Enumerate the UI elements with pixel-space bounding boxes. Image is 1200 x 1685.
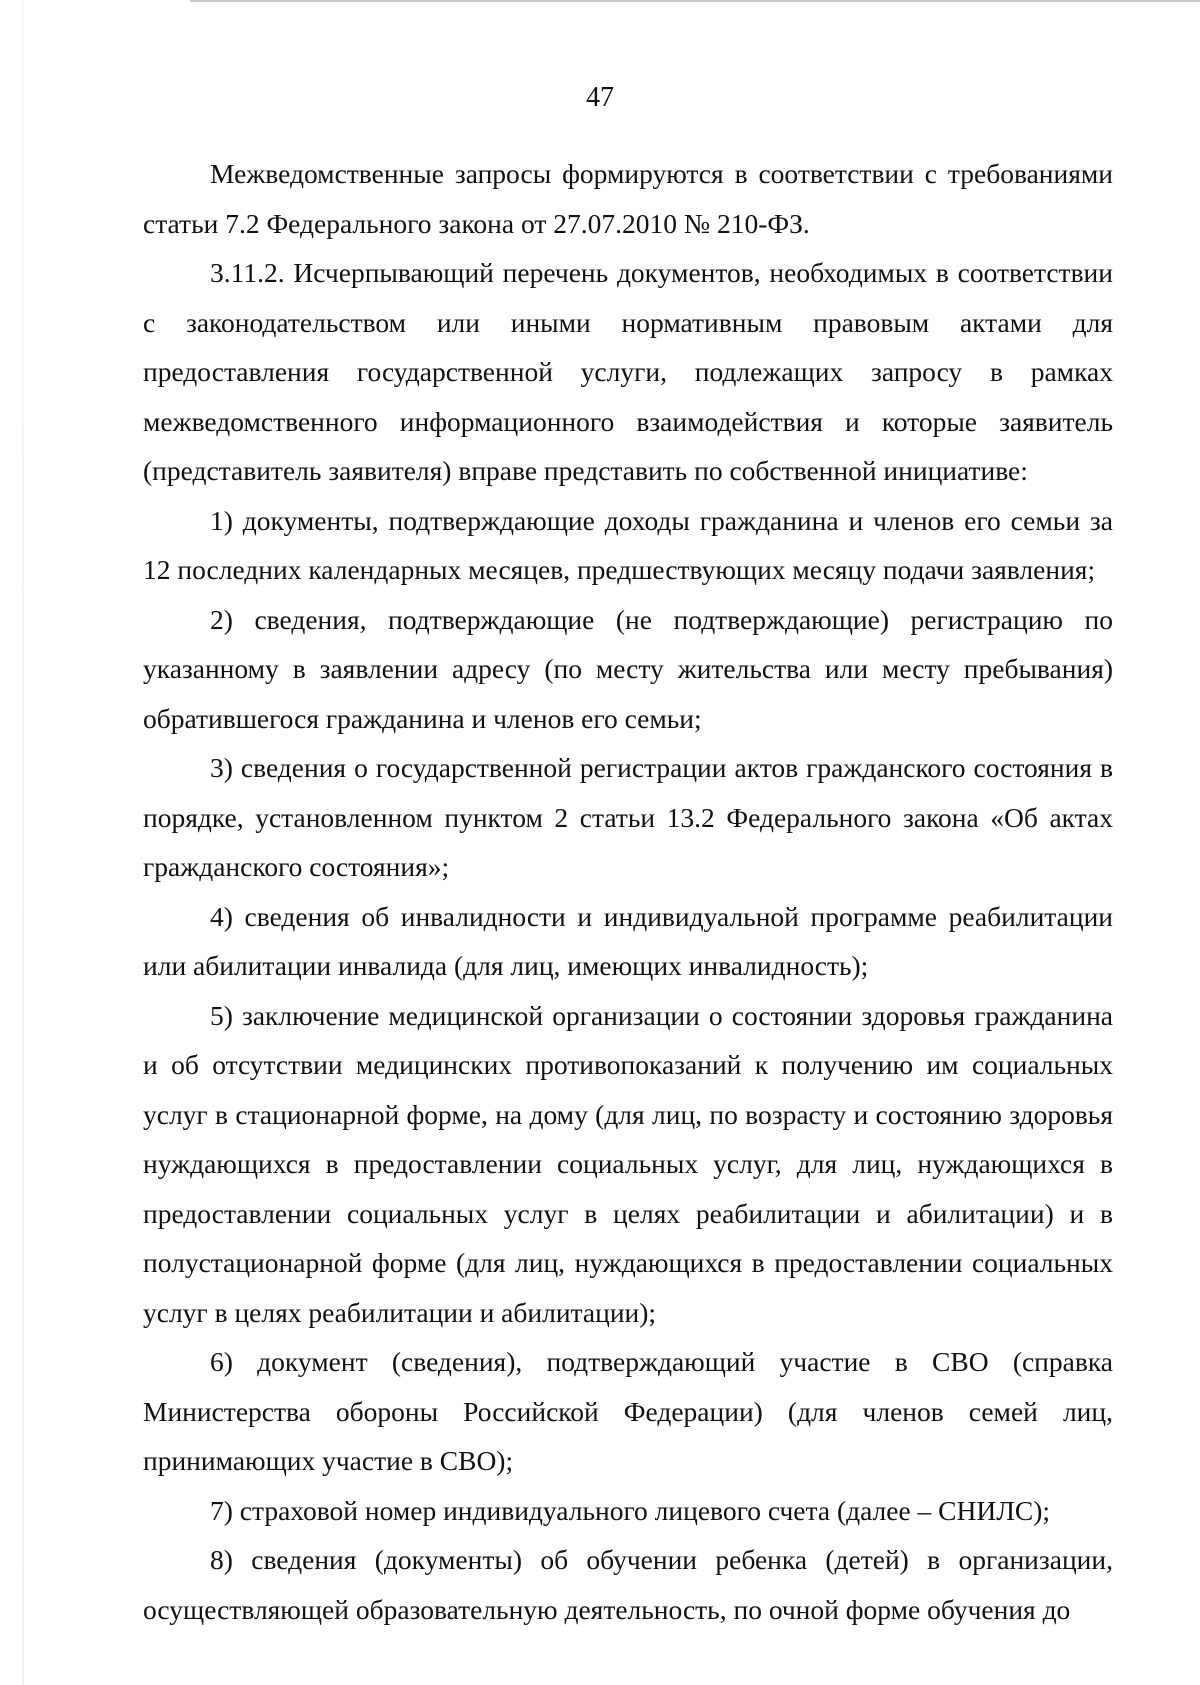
document-body — [143, 149, 1113, 1634]
list-item-5-medical-conclusion: 5) заключение медицинской организации о состоянии здоровья гражданина и об отсутствии медицинских противопоказаний к получению им социальных услуг в стационарной форме, на дому (для лиц, по возрасту и состоянию здоровья нуждающихся в предоставлении социальных услуг, для лиц, нуждающихся в предоставлении социальных услуг в целях реабилитации и абилитации) и в полустационарной форме (для лиц, нуждающихся в предоставлении социальных услуг в целях реабилитации и абилитации); — [143, 999, 1113, 1328]
list-item-1-income-documents: 1) документы, подтверждающие доходы гражданина и членов его семьи за 12 последних календарных месяцев, предшествующих месяцу подачи заявления; — [143, 504, 1113, 585]
list-item-2-registration-info: 2) сведения, подтверждающие (не подтверждающие) регистрацию по указанному в заявлении адресу (по месту жительства или месту пребывания) обратившегося гражданина и членов его семьи; — [143, 603, 1113, 734]
list-item-8-education-info: 8) сведения (документы) об обучении ребенка (детей) в организации, осуществляющей образовательную деятельность, по очной форме обучения до — [143, 1544, 1113, 1625]
list-item-3-civil-status-acts: 3) сведения о государственной регистрации актов гражданского состояния в порядке, установленном пунктом 2 статьи 13.2 Федерального закона «Об актах гражданского состояния»; — [143, 752, 1113, 882]
paragraph-3-11-2: 3.11.2. Исчерпывающий перечень документов, необходимых в соответствии с законодательством или иными нормативным правовым актами для предоставления государственной услуги, подлежащих запросу в рамках межведомственного информационного взаимодействия и которые заявитель (представитель заявителя) вправе представить по собственной инициативе: — [143, 257, 1113, 486]
list-item-6-svo-participation: 6) документ (сведения), подтверждающий участие в СВО (справка Министерства обороны Российской Федерации) (для членов семей лиц, принимающих участие в СВО); — [143, 1346, 1113, 1476]
page-top-edge — [190, 0, 1200, 2]
list-item-7-snils: 7) страховой номер индивидуального лицевого счета (далее – СНИЛС); — [210, 1494, 1051, 1526]
paragraph-interagency-requests: Межведомственные запросы формируются в соответствии с требованиями статьи 7.2 Федерального закона от 27.07.2010 № 210-ФЗ. — [143, 158, 1113, 239]
scan-left-edge — [22, 0, 24, 1685]
list-item-4-disability-info: 4) сведения об инвалидности и индивидуальной программе реабилитации или абилитации инвалида (для лиц, имеющих инвалидность); — [143, 900, 1113, 981]
page-number: 47 — [586, 82, 614, 113]
